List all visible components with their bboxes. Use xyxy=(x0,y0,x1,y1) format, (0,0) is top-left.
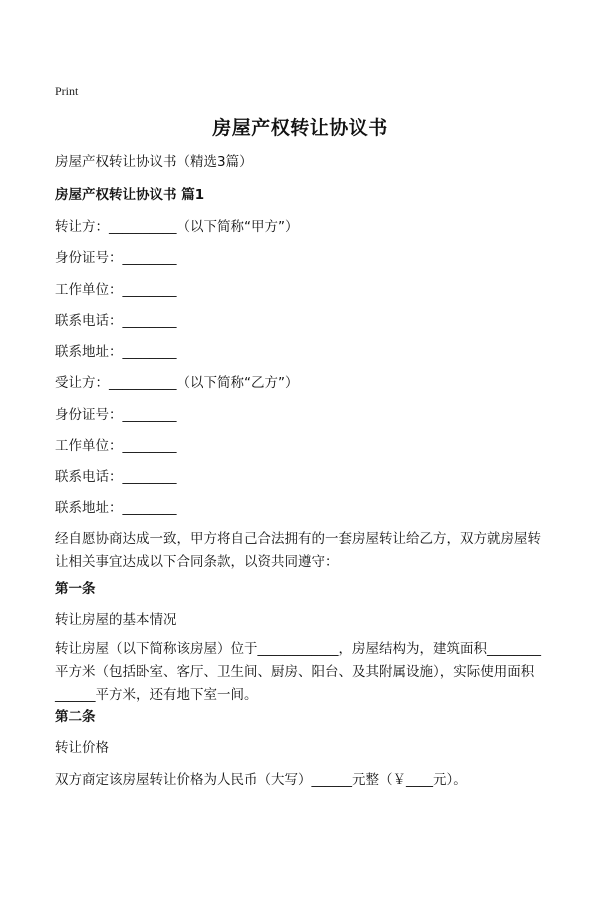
transferor-work-line: 工作单位：________ xyxy=(55,282,177,298)
section-heading: 房屋产权转让协议书 篇1 xyxy=(55,187,205,203)
transferor-phone-line: 联系电话：________ xyxy=(55,313,177,329)
document-title: 房屋产权转让协议书 xyxy=(212,117,388,139)
article2-subheading: 转让价格 xyxy=(55,740,109,756)
article1-subheading: 转让房屋的基本情况 xyxy=(55,612,177,628)
print-link[interactable]: Print xyxy=(55,84,79,98)
transferee-party-line: 受让方：__________（以下简称“乙方”） xyxy=(55,375,299,391)
article1-heading: 第一条 xyxy=(55,581,96,597)
article1-body: 转让房屋（以下简称该房屋）位于____________，房屋结构为，建筑面积________平方米（包括卧室、客厅、卫生间、厨房、阳台、及其附属设施），实际使用面积______平方米，还有地下室一间。 xyxy=(55,641,541,703)
transferor-party-line: 转让方：__________（以下简称“甲方”） xyxy=(55,219,299,235)
transferee-phone-line: 联系电话：________ xyxy=(55,469,177,485)
intro-paragraph: 经自愿协商达成一致，甲方将自己合法拥有的一套房屋转让给乙方，双方就房屋转让相关事宜达成以下合同条款，以资共同遵守： xyxy=(55,531,541,570)
document-subtitle: 房屋产权转让协议书（精选3篇） xyxy=(55,154,253,170)
transferee-work-line: 工作单位：________ xyxy=(55,438,177,454)
article2-heading: 第二条 xyxy=(55,709,96,725)
transferee-address-line: 联系地址：________ xyxy=(55,500,177,516)
transferor-id-line: 身份证号：________ xyxy=(55,250,177,266)
article2-body: 双方商定该房屋转让价格为人民币（大写）______元整（￥____元）。 xyxy=(55,772,467,788)
transferee-id-line: 身份证号：________ xyxy=(55,407,177,423)
transferor-address-line: 联系地址：________ xyxy=(55,344,177,360)
